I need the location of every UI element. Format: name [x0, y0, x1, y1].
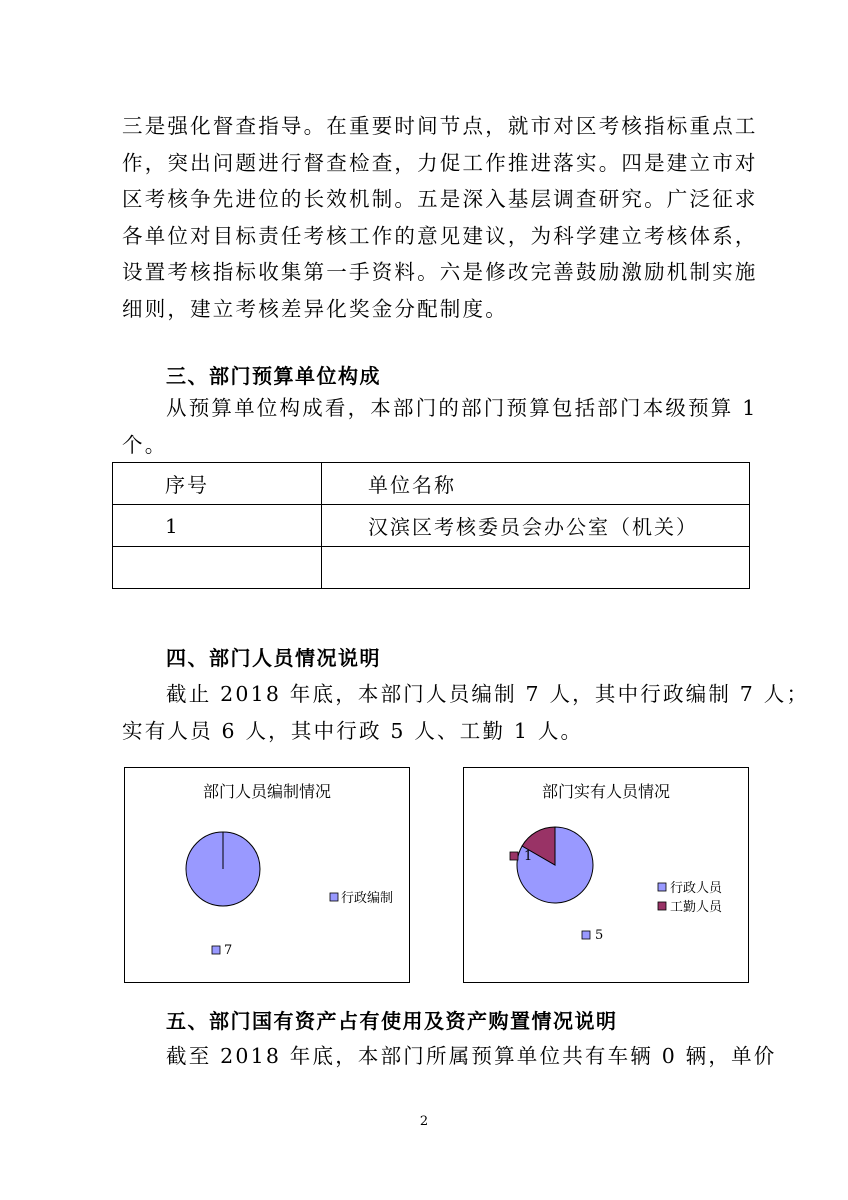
text-line: 设置考核指标收集第一手资料。六是修改完善鼓励激励机制实施: [122, 260, 758, 284]
section-heading-staff: 四、部门人员情况说明: [166, 646, 381, 670]
section-heading-assets: 五、部门国有资产占有使用及资产购置情况说明: [166, 1009, 618, 1033]
text-line: 截至 2018 年底，本部门所属预算单位共有车辆 0 辆，单价: [166, 1044, 777, 1068]
chart-staff-quota: [124, 767, 410, 983]
data-label-swatch: [510, 852, 518, 860]
table-cell: [322, 547, 750, 589]
text-line: 从预算单位构成看，本部门的部门预算包括部门本级预算 1: [166, 396, 758, 420]
assets-paragraph: [122, 1038, 777, 1075]
page-number: 2: [419, 1114, 429, 1129]
text-line: 实有人员 6 人，其中行政 5 人、工勤 1 人。: [122, 718, 584, 743]
chart-actual-staff: [463, 767, 749, 983]
text-line: 细则，建立考核差异化奖金分配制度。: [122, 296, 508, 321]
data-label: 5: [595, 928, 604, 943]
table-header-cell: 单位名称: [322, 463, 750, 505]
text-line: 作，突出问题进行督查检查，力促工作推进落实。四是建立市对: [122, 150, 758, 175]
staff-paragraph: [122, 676, 810, 749]
data-label: 1: [524, 849, 533, 864]
table-row: [113, 547, 750, 589]
budget-units-table: [112, 462, 750, 589]
legend-swatch: [658, 883, 666, 891]
text-line: 区考核争先进位的长效机制。五是深入基层调查研究。广泛征求: [122, 187, 758, 211]
table-cell: [113, 547, 322, 589]
table-cell: 1: [113, 505, 322, 547]
legend: [658, 881, 723, 915]
text-line: 截止 2018 年底，本部门人员编制 7 人，其中行政编制 7 人；: [166, 682, 810, 706]
legend-label: 工勤人员: [670, 900, 723, 915]
data-label-group: [212, 943, 232, 958]
text-line: 个。: [122, 432, 168, 457]
table-header-cell: 序号: [113, 463, 322, 505]
text-line: 各单位对目标责任考核工作的意见建议，为科学建立考核体系，: [122, 223, 758, 248]
budget-units-paragraph: [122, 390, 758, 463]
table-row: [113, 505, 750, 547]
legend-swatch: [330, 893, 338, 901]
pie-slices: [186, 832, 260, 906]
table-header-row: [113, 463, 750, 505]
chart-title: 部门人员编制情况: [202, 782, 332, 801]
data-label-group: [582, 928, 603, 943]
data-label: 7: [224, 943, 233, 958]
data-label-swatch: [212, 946, 220, 954]
chart-actual-staff-svg: [464, 768, 748, 982]
section-heading-budget-units: 三、部门预算单位构成: [166, 364, 381, 388]
data-label-swatch: [582, 931, 590, 939]
legend-label: 行政人员: [670, 881, 723, 896]
chart-title: 部门实有人员情况: [541, 782, 671, 801]
legend: [330, 890, 393, 906]
legend-swatch: [658, 902, 666, 910]
pie-slices: [517, 827, 593, 903]
chart-staff-quota-svg: [125, 768, 409, 982]
legend-label: 行政编制: [341, 891, 394, 906]
table-cell: 汉滨区考核委员会办公室（机关）: [322, 505, 750, 547]
intro-paragraph: [122, 108, 758, 327]
text-line: 三是强化督查指导。在重要时间节点，就市对区考核指标重点工: [122, 114, 758, 138]
